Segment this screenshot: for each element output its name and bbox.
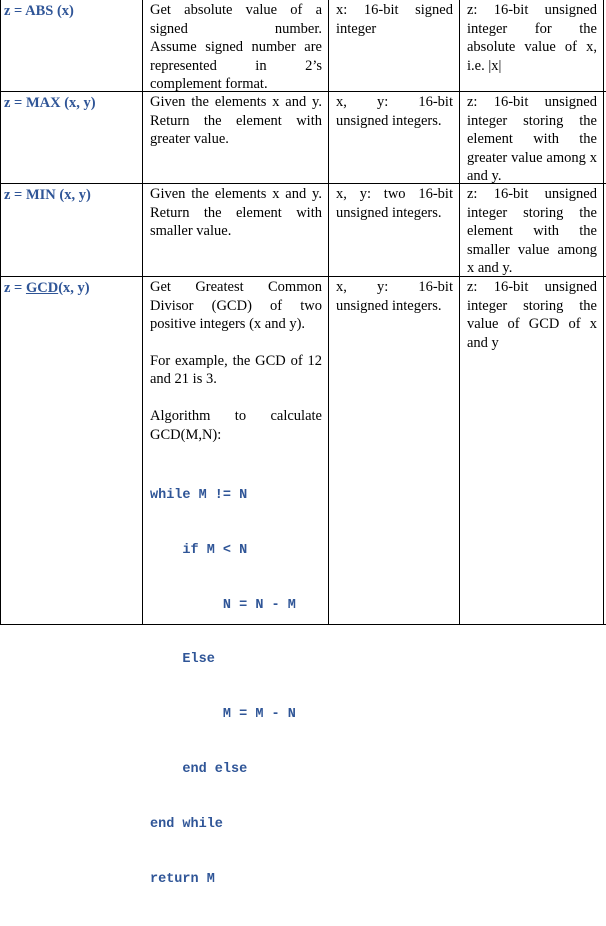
code-line: if M < N (150, 542, 248, 558)
description-gcd (143, 277, 328, 887)
description-text: Algorithm to calculate GCD(M,N): (150, 407, 322, 443)
function-gcd (0, 277, 142, 624)
code-line: Else (150, 652, 215, 668)
input-max: x, y: 16-bit unsigned integers. (336, 94, 453, 129)
function-min: z = MIN (x, y) (4, 187, 91, 203)
description-text: Given the elements x and y. Return the element with smaller value. (150, 186, 322, 240)
code-line: while M != N (150, 487, 248, 503)
description-min (143, 184, 328, 276)
description-text: Get absolute value of a signed number. (150, 2, 322, 37)
description-text: Get Greatest Common Divisor (GCD) of two positive integers (x and y). (150, 279, 322, 333)
description-text: For example, the GCD of 12 and 21 is 3. (150, 352, 322, 388)
output-min: z: 16-bit unsigned integer storing the element with the smaller value among x and y. (467, 186, 597, 277)
input-abs: x: 16-bit signed integer (336, 2, 453, 37)
code-line: end while (150, 817, 223, 833)
code-line: return M (150, 871, 215, 887)
description-abs (143, 0, 328, 91)
input-gcd: x, y: 16-bit unsigned integers. (336, 279, 453, 314)
code-line: M = M - N (150, 707, 296, 723)
description-max (143, 92, 328, 183)
description-text: Given the elements x and y. Return the element with greater value. (150, 94, 322, 148)
function-args: (x, y) (58, 280, 90, 296)
input-min: x, y: two 16-bit unsigned integers. (336, 186, 453, 221)
function-prefix: z = (4, 280, 26, 296)
function-abs: z = ABS (x) (4, 3, 74, 19)
output-abs: z: 16-bit unsigned integer for the absolute value of x, i.e. |x| (467, 2, 597, 74)
function-max: z = MAX (x, y) (4, 95, 96, 111)
output-gcd: z: 16-bit unsigned integer storing the value of GCD of x and y (467, 279, 597, 351)
output-max: z: 16-bit unsigned integer storing the element with the greater value among x and y. (467, 94, 597, 185)
function-name: GCD (25, 280, 59, 296)
table-border-right (603, 0, 604, 625)
description-text: Assume signed number are represented in 2’s complement format. (150, 39, 322, 93)
code-line: end else (150, 762, 248, 778)
gcd-algorithm-code (150, 450, 322, 926)
code-line: N = N - M (150, 597, 296, 613)
